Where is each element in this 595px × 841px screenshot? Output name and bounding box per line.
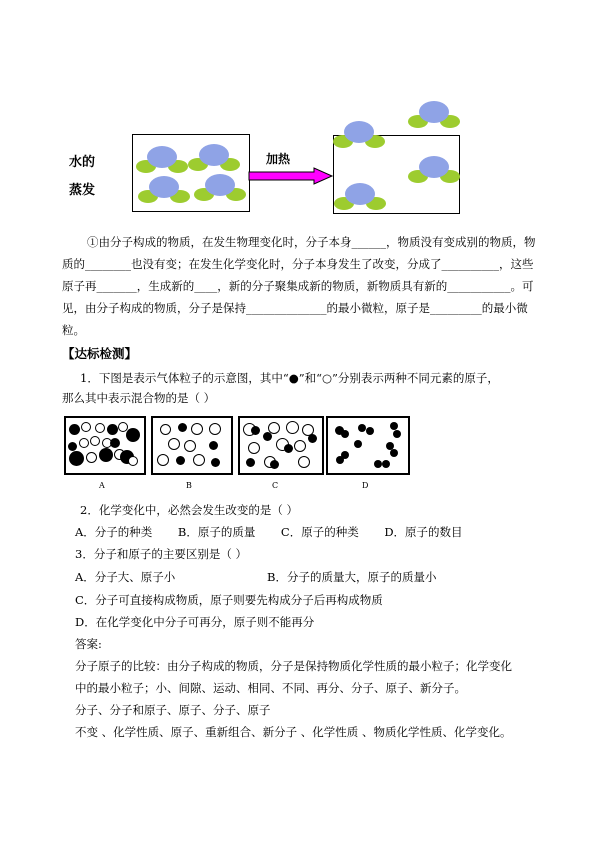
answers-line: 中的最小粒子；小、间隙、运动、相同、不同、再分、分子、原子、新分子。 bbox=[75, 681, 466, 695]
q3-option-c: C．分子可直接构成物质，原子则要先构成分子后再构成物质 bbox=[75, 593, 383, 607]
q1-stem-line2: 那么其中表示混合物的是（ ） bbox=[62, 391, 216, 405]
heat-arrow bbox=[248, 167, 334, 185]
paragraph-line: 见，由分子构成的物质，分子是保持______________的最小微粒，原子是_________的最小微 bbox=[62, 301, 528, 315]
option-c-figure bbox=[238, 416, 324, 475]
water-molecule bbox=[334, 183, 394, 223]
option-b-label: B bbox=[186, 481, 192, 490]
q3-option-a: A．分子大、原子小 bbox=[75, 570, 176, 584]
option-a-label: A bbox=[99, 481, 105, 490]
q3-stem: 3．分子和原子的主要区别是（ ） bbox=[75, 547, 247, 561]
water-molecule bbox=[138, 172, 198, 212]
paragraph-line: 粒。 bbox=[62, 323, 85, 337]
paragraph-line: ①由分子构成的物质，在发生物理变化时，分子本身______，物质没有变成别的物质，物 bbox=[87, 235, 536, 249]
section-title: 【达标检测】 bbox=[62, 346, 138, 361]
water-molecule bbox=[333, 121, 393, 161]
option-a-figure bbox=[64, 416, 146, 475]
q2-options: A．分子的种类 B．原子的质量 C．原子的种类 D．原子的数目 bbox=[75, 525, 463, 539]
q2-stem: 2．化学变化中，必然会发生改变的是（ ） bbox=[80, 503, 298, 517]
water-molecule bbox=[194, 170, 254, 210]
option-c-label: C bbox=[272, 481, 279, 490]
diagram-label-line1: 水的 bbox=[69, 155, 96, 170]
option-d-label: D bbox=[362, 481, 369, 490]
answers-line: 分子原子的比较：由分子构成的物质，分子是保持物质化学性质的最小粒子；化学变化 bbox=[75, 659, 512, 673]
arrow-label: 加热 bbox=[266, 152, 291, 166]
q3-option-b: B．分子的质量大，原子的质量小 bbox=[267, 570, 437, 584]
water-molecule bbox=[408, 156, 468, 196]
paragraph-line: 原子再_______，生成新的____，新的分子聚集成新的物质，新物质具有新的___________。可 bbox=[62, 279, 534, 293]
option-b-figure bbox=[151, 416, 233, 475]
answers-heading: 答案: bbox=[75, 637, 102, 651]
answers-line: 分子、分子和原子、原子、分子、原子 bbox=[75, 703, 271, 717]
paragraph-line: 质的________也没有变；在发生化学变化时，分子本身发生了改变，分成了__________，这些 bbox=[62, 257, 534, 271]
option-d-figure bbox=[326, 416, 410, 475]
q1-stem-line1: 1．下图是表示气体粒子的示意图，其中“●”和“○”分别表示两种不同元素的原子， bbox=[80, 371, 499, 385]
answers-line: 不变 、化学性质、原子、重新组合、新分子 、化学性质 、物质化学性质、化学变化。 bbox=[75, 725, 512, 739]
q3-option-d: D．在化学变化中分子可再分，原子则不能再分 bbox=[75, 615, 315, 629]
diagram-label-line2: 蒸发 bbox=[69, 183, 96, 198]
water-molecule bbox=[408, 101, 468, 141]
